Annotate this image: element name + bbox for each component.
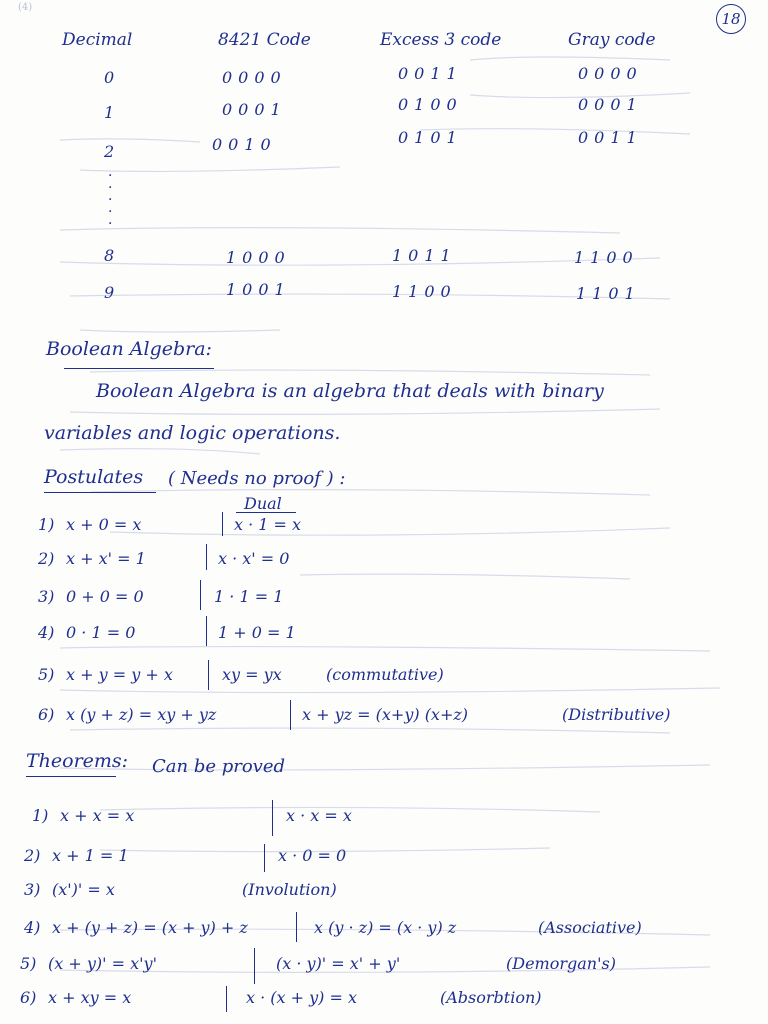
divider-line: [208, 660, 209, 690]
theorem-left: x + x = x: [60, 806, 135, 825]
table-cell: 0: [104, 68, 121, 87]
dual-underline: [236, 512, 296, 513]
postulate-right: x · 1 = x: [234, 515, 302, 534]
section-heading-boolean-algebra: Boolean Algebra:: [46, 338, 212, 360]
definition-line-2: variables and logic operations.: [44, 422, 341, 444]
table-cell: 0011: [578, 128, 643, 147]
item-number: 3): [24, 880, 41, 899]
ellipsis-dots: · · · · ·: [108, 168, 113, 232]
table-cell: 2: [104, 142, 121, 161]
divider-line: [290, 700, 291, 730]
theorem-left: (x + y)' = x'y': [48, 954, 157, 973]
table-cell: 0000: [578, 64, 643, 83]
postulate-right: 1 + 0 = 1: [218, 623, 296, 642]
page-number: 18: [716, 4, 746, 34]
postulate-left: x + y = y + x: [66, 665, 173, 684]
postulate-left: x + x' = 1: [66, 549, 146, 568]
theorem-tag: (Absorbtion): [440, 988, 542, 1007]
theorem-left: x + 1 = 1: [52, 846, 129, 865]
header-excess3: Excess 3 code: [380, 30, 502, 50]
divider-line: [264, 844, 265, 872]
item-number: 3): [38, 587, 55, 606]
theorem-right: x · x = x: [286, 806, 352, 825]
heading-underline: [64, 368, 214, 369]
table-cell: 0100: [398, 95, 463, 114]
table-cell: 0001: [578, 95, 643, 114]
divider-line: [200, 580, 201, 610]
postulate-tag: (Distributive): [562, 705, 671, 724]
table-cell: 0101: [398, 128, 463, 147]
header-8421: 8421 Code: [218, 30, 311, 50]
divider-line: [226, 986, 227, 1012]
divider-line: [222, 512, 223, 536]
theorem-right: x · 0 = 0: [278, 846, 347, 865]
section-heading-theorems: Theorems:: [26, 750, 129, 772]
table-cell: 9: [104, 283, 121, 302]
theorem-right: x · (x + y) = x: [246, 988, 358, 1007]
item-number: 5): [38, 665, 55, 684]
divider-line: [254, 948, 255, 984]
postulate-tag: (commutative): [326, 665, 444, 684]
theorem-right: x (y · z) = (x · y) z: [314, 918, 457, 937]
theorems-note: Can be proved: [152, 756, 286, 777]
corner-mark: (4): [18, 2, 33, 13]
table-cell: 1000: [226, 248, 291, 267]
divider-line: [296, 912, 297, 942]
item-number: 1): [38, 515, 55, 534]
item-number: 1): [32, 806, 49, 825]
header-decimal: Decimal: [62, 30, 133, 50]
divider-line: [272, 800, 273, 836]
item-number: 6): [20, 988, 37, 1007]
theorem-tag: (Demorgan's): [506, 954, 616, 973]
definition-line-1: Boolean Algebra is an algebra that deals with binary: [96, 380, 604, 402]
header-gray: Gray code: [568, 30, 656, 50]
table-cell: 1: [104, 103, 121, 122]
table-cell: 1101: [576, 284, 641, 303]
theorem-right: (x · y)' = x' + y': [276, 954, 401, 973]
item-number: 2): [24, 846, 41, 865]
theorem-tag: (Associative): [538, 918, 642, 937]
item-number: 6): [38, 705, 55, 724]
item-number: 2): [38, 549, 55, 568]
heading-underline: [44, 492, 156, 493]
heading-underline: [26, 776, 116, 777]
postulate-left: x + 0 = x: [66, 515, 142, 534]
postulate-left: 0 · 1 = 0: [66, 623, 136, 642]
table-cell: 1011: [392, 246, 457, 265]
postulate-right: xy = yx: [222, 665, 282, 684]
table-cell: 0011: [398, 64, 463, 83]
dual-label: Dual: [244, 494, 282, 513]
postulate-left: x (y + z) = xy + yz: [66, 705, 217, 724]
table-cell: 8: [104, 246, 121, 265]
theorem-tag: (Involution): [242, 880, 337, 899]
table-cell: 0001: [222, 100, 287, 119]
table-cell: 0000: [222, 68, 287, 87]
theorem-left: (x')' = x: [52, 880, 115, 899]
table-cell: 1100: [392, 282, 457, 301]
table-cell: 0010: [212, 135, 277, 154]
postulates-note: ( Needs no proof ) :: [168, 468, 346, 489]
theorem-left: x + xy = x: [48, 988, 132, 1007]
postulate-left: 0 + 0 = 0: [66, 587, 144, 606]
table-cell: 1001: [226, 280, 291, 299]
postulate-right: x + yz = (x+y) (x+z): [302, 705, 469, 724]
divider-line: [206, 544, 207, 570]
divider-line: [206, 616, 207, 646]
item-number: 4): [24, 918, 41, 937]
table-cell: 1100: [574, 248, 639, 267]
item-number: 5): [20, 954, 37, 973]
theorem-left: x + (y + z) = (x + y) + z: [52, 918, 248, 937]
item-number: 4): [38, 623, 55, 642]
section-heading-postulates: Postulates: [44, 466, 144, 488]
postulate-right: 1 · 1 = 1: [214, 587, 284, 606]
postulate-right: x · x' = 0: [218, 549, 290, 568]
